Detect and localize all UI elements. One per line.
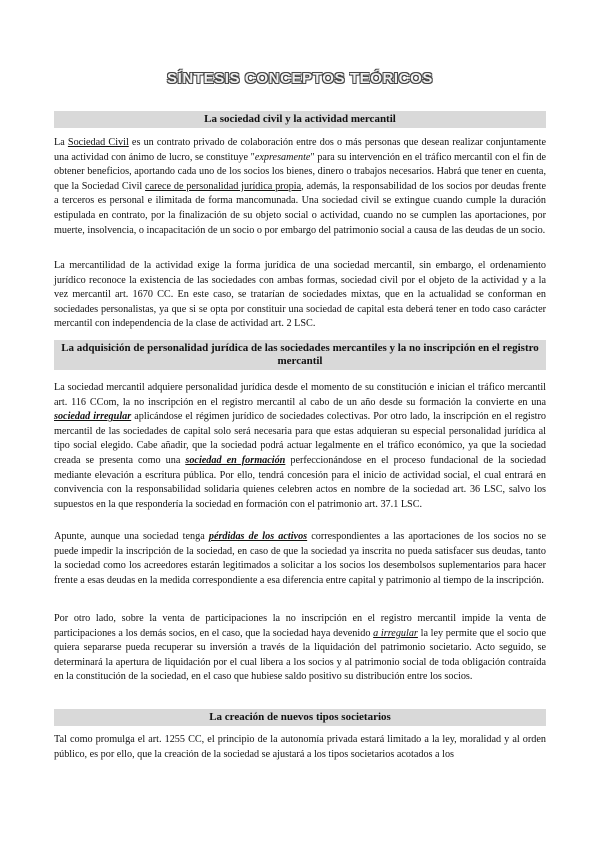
- section-heading: La creación de nuevos tipos societarios: [54, 709, 546, 726]
- text-run: es un contrato privado de colaboración entre dos o más personas que desean realizar conjuntamente una actividad con ánimo de lucro, se constituye ": [54, 137, 546, 163]
- paragraph: [54, 136, 546, 238]
- text-run: , además, la responsabilidad de los socios por deudas frente a terceros es personal e ilimitada de forma mancomunada. Una sociedad civil se extingue cuando cumple la duración estipulada en contrato, por la finalización de su objeto social o actividad, cuando no se cumplen las aportaciones, por muerte, insolvencia, o incapacitación de un socio o por embargo del patrimonio social a causa de las deudas de un socio.: [54, 180, 546, 236]
- text-run: la ley permite que el socio que quiera separarse pueda recuperar su inversión a través de la liquidación del patrimonio societario. Acto seguido, se determinará la apertura de liquidación por el cual libera a los socios y al patrimonio social de toda obligación contraída en la constitución de la sociedad, en el caso que hubiese saldo positivo su distribución entre los socios.: [54, 627, 546, 683]
- term-sociedad-irregular: sociedad irregular: [54, 411, 132, 423]
- text-run: " para su intervención en el tráfico mercantil con el fin de obtener beneficios, aportando cada uno de los socios los bienes, dinero o trabajos necesarios. Habrá que tener en cuenta, que la Sociedad Civil: [54, 151, 546, 192]
- paragraph: [54, 612, 546, 685]
- section-heading: La adquisición de personalidad jurídica de las sociedades mercantiles y la no inscripción en el registro mercantil: [54, 340, 546, 370]
- text-run: La: [54, 137, 68, 148]
- paragraph: La mercantilidad de la actividad exige la forma jurídica de una sociedad mercantil, sin embargo, el ordenamiento jurídico reconoce la existencia de las sociedades con ambas formas, sociedad civil por el objeto de la actividad y a la vez mercantil art. 1670 CC. En este caso, se tratarían de sociedades mixtas, que en la actualidad se conforman en sociedades personalistas, ya que si se opta por constituir una sociedad de capital esta deberá tener en todo caso carácter mercantil con independencia de la clase de actividad art. 2 LSC.: [54, 260, 546, 330]
- document-title: SÍNTESIS CONCEPTOS TEÓRICOS: [167, 70, 433, 87]
- section-heading: La sociedad civil y la actividad mercantil: [54, 111, 546, 128]
- paragraph: Tal como promulga el art. 1255 CC, el principio de la autonomía privada estará limitado a la ley, moralidad y al orden público, es por ello, que la creación de la sociedad se ajustará a los tipos societarios acotados a los: [54, 734, 546, 760]
- text-run: Apunte, aunque una sociedad tenga: [54, 531, 209, 542]
- paragraph: [54, 530, 546, 588]
- text-run: correspondientes a las aportaciones de los socios no se puede impedir la inscripción de la sociedad, en caso de que la sociedad ya inscrita no pueda satisfacer sus deudas, tanto la sociedad como los acreedores estarán legitimados a solicitar a los socios los desembolsos suplementarios para hacer frente a esas deudas en la medida correspondiente a esa diferencia entre capital y patrimonio al tiempo de la inscripción.: [54, 531, 546, 586]
- term-sociedad-en-formacion: sociedad en formación: [185, 454, 286, 466]
- paragraph: [54, 381, 546, 512]
- term-personalidad-juridica: carece de personalidad jurídica propia: [145, 180, 302, 192]
- text-run: aplicándose el régimen jurídico de sociedades colectivas. Por otro lado, la inscripción en el registro mercantil de las sociedades de capital solo será necesaria para que estas adquieran su especial personalidad jurídica al tipo social elegido. Cabe añadir, que la sociedad podrá actuar legalmente en el tráfico económico, ya que la sociedad creada se presenta como una: [54, 411, 546, 466]
- text-run: Por otro lado, sobre la venta de participaciones la no inscripción en el registro mercantil impide la venta de participaciones a los demás socios, en el caso, que la sociedad haya devenido: [54, 613, 546, 639]
- term-perdidas-activos: pérdidas de los activos: [208, 531, 308, 542]
- term-expresamente: expresamente: [254, 151, 311, 163]
- term-sociedad-civil: Sociedad Civil: [67, 137, 129, 148]
- term-a-irregular: a irregular: [373, 627, 418, 639]
- text-run: perfeccionándose en el proceso fundacional de la sociedad mediante elevación a escritura pública. Por ello, tendrá concesión para el inicio de actividad social, el cual entrará en convivencia con la responsabilidad solidaria quienes celebren actos en nombre de la sociedad art. 36 LSC, salvo los supuestos en la que respondería la sociedad en formación con el patrimonio art. 37.1 LSC.: [54, 454, 547, 510]
- text-run: La sociedad mercantil adquiere personalidad jurídica desde el momento de su constitución e inician el tráfico mercantil art. 116 CCom, la no inscripción en el registro mercantil al cabo de un año desde su formación la convierte en una: [54, 382, 546, 408]
